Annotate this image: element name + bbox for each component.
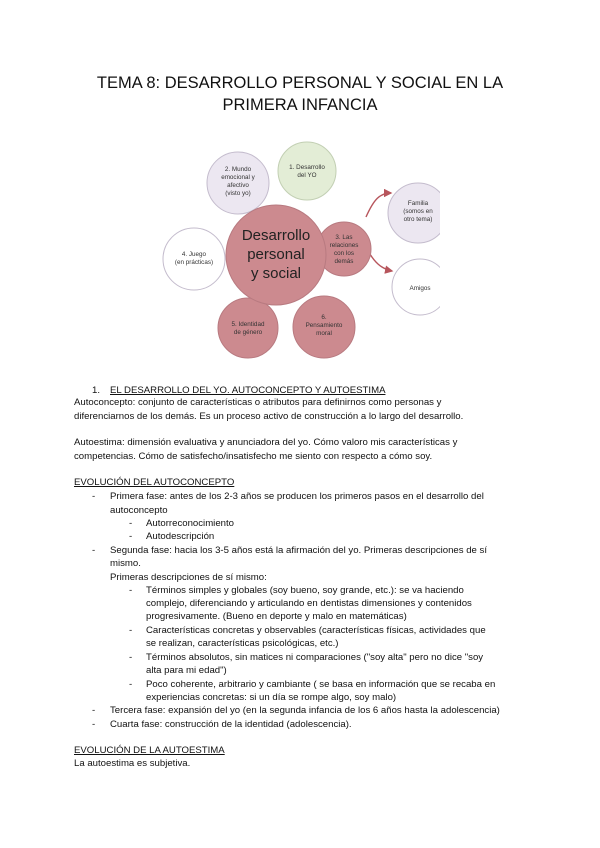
fase-3: Tercera fase: expansión del yo (en la segunda infancia de los 6 años hasta la adolescencia)	[110, 705, 500, 716]
node-6-line-2: Pensamiento	[305, 322, 343, 329]
node-4-line-2: (en prácticas)	[174, 259, 214, 266]
node-2-line-3: afectivo	[227, 182, 249, 189]
node-2-line-1: 2. Mundo	[224, 166, 252, 173]
dash-bullet: -	[92, 491, 96, 502]
dash-bullet: -	[129, 652, 133, 663]
evolucion-autoconcepto-heading: EVOLUCIÓN DEL AUTOCONCEPTO	[74, 477, 235, 488]
title-line-1: TEMA 8: DESARROLLO PERSONAL Y SOCIAL EN LA	[96, 74, 504, 92]
node-2-line-4: (visto yo)	[225, 190, 251, 197]
fase-1-line-2: autoconcepto	[110, 505, 168, 516]
fase-2-item-3-line-2: alta para mi edad")	[146, 665, 227, 676]
section-1-title: EL DESARROLLO DEL YO. AUTOCONCEPTO Y AUTOESTIMA	[110, 385, 386, 396]
fase-2-item-1-line-1: Términos simples y globales (soy bueno, soy grande, etc.): se va haciendo	[146, 585, 464, 596]
fase-2-item-1-line-3: progresivamente. (Bueno en deporte y malo en matemáticas)	[146, 611, 407, 622]
dash-bullet: -	[129, 585, 133, 596]
page-title	[40, 72, 560, 116]
dash-bullet: -	[92, 705, 96, 716]
friends-line-1: Amigos	[409, 285, 431, 292]
node-2-line-2: emocional y	[221, 174, 255, 181]
autoconcepto-line-2: diferenciarnos de los demás. Es un proceso activo de construcción a lo largo del desarrollo.	[74, 411, 464, 422]
dash-bullet: -	[129, 518, 133, 529]
mind-map-diagram	[160, 135, 440, 367]
autoestima-line-1: Autoestima: dimensión evaluativa y anunciadora del yo. Cómo valoro mis características y	[74, 437, 458, 448]
center-line-3: y social	[250, 265, 302, 282]
node-3-line-3: con los	[334, 250, 354, 257]
section-1-number: 1.	[92, 385, 101, 396]
autoconcepto-line-1: Autoconcepto: conjunto de características o atributos para definirnos como personas y	[74, 397, 442, 408]
arrow-to-family	[366, 193, 391, 217]
fase-1-sub-1: Autorreconocimiento	[146, 518, 234, 529]
fase-2-item-3-line-1: Términos absolutos, sin matices ni comparaciones ("soy alta" pero no dice "soy	[146, 652, 484, 663]
center-line-2: personal	[247, 246, 305, 263]
fase-1-line-1: Primera fase: antes de los 2-3 años se producen los primeros pasos en el desarrollo del	[110, 491, 484, 502]
node-6-line-3: moral	[316, 330, 332, 337]
dash-bullet: -	[92, 545, 96, 556]
fase-4: Cuarta fase: construcción de la identidad (adolescencia).	[110, 719, 352, 730]
node-5-line-1: 5. Identidad	[231, 321, 265, 328]
fase-2-line-2: mismo.	[110, 558, 141, 569]
fase-2-item-4-line-2: experiencias concretas: si un día se rompe algo, soy malo)	[146, 692, 397, 703]
family-line-1: Familia	[407, 200, 429, 207]
dash-bullet: -	[129, 679, 133, 690]
mind-map-svg	[160, 135, 440, 367]
fase-2-line-1: Segunda fase: hacia los 3-5 años está la afirmación del yo. Primeras descripciones de sí	[110, 545, 488, 556]
node-3-line-2: relaciones	[329, 242, 359, 249]
dash-bullet: -	[92, 719, 96, 730]
fase-1-sub-2: Autodescripción	[146, 531, 215, 542]
node-3-line-1: 3. Las	[335, 234, 353, 241]
fase-2-intro: Primeras descripciones de sí mismo:	[110, 572, 267, 583]
node-1-circle	[278, 142, 336, 200]
node-5-line-2: de género	[233, 329, 263, 336]
node-4-line-1: 4. Juego	[181, 251, 207, 258]
autoestima-subjetiva: La autoestima es subjetiva.	[74, 758, 191, 769]
family-line-3: otro tema)	[403, 216, 433, 223]
node-5-circle	[218, 298, 278, 358]
autoestima-line-2: competencias. Cómo de satisfecho/insatisfecho me siento con respecto a cómo soy.	[74, 451, 433, 462]
fase-2-item-2-line-1: Características concretas y observables (características físicas, actividades que	[146, 625, 486, 636]
fase-2-item-4-line-1: Poco coherente, arbitrario y cambiante ( se basa en información que se recaba en	[146, 679, 496, 690]
family-line-2: (somos en	[403, 208, 433, 215]
center-line-1: Desarrollo	[241, 227, 311, 244]
title-line-2: PRIMERA INFANCIA	[222, 96, 378, 114]
node-3-line-4: demás	[334, 258, 354, 265]
node-6-line-1: 6.	[321, 314, 327, 321]
fase-2-item-1-line-2: complejo, diferenciando y articulando en dentistas dimensiones y contenidos	[146, 598, 472, 609]
node-1-line-2: del YO	[297, 172, 317, 179]
fase-2-item-2-line-2: se realizan, características psicológicas, etc.)	[146, 638, 339, 649]
dash-bullet: -	[129, 531, 133, 542]
dash-bullet: -	[129, 625, 133, 636]
evolucion-autoestima-heading: EVOLUCIÓN DE LA AUTOESTIMA	[74, 745, 225, 756]
node-1-line-1: 1. Desarrollo	[289, 164, 325, 171]
